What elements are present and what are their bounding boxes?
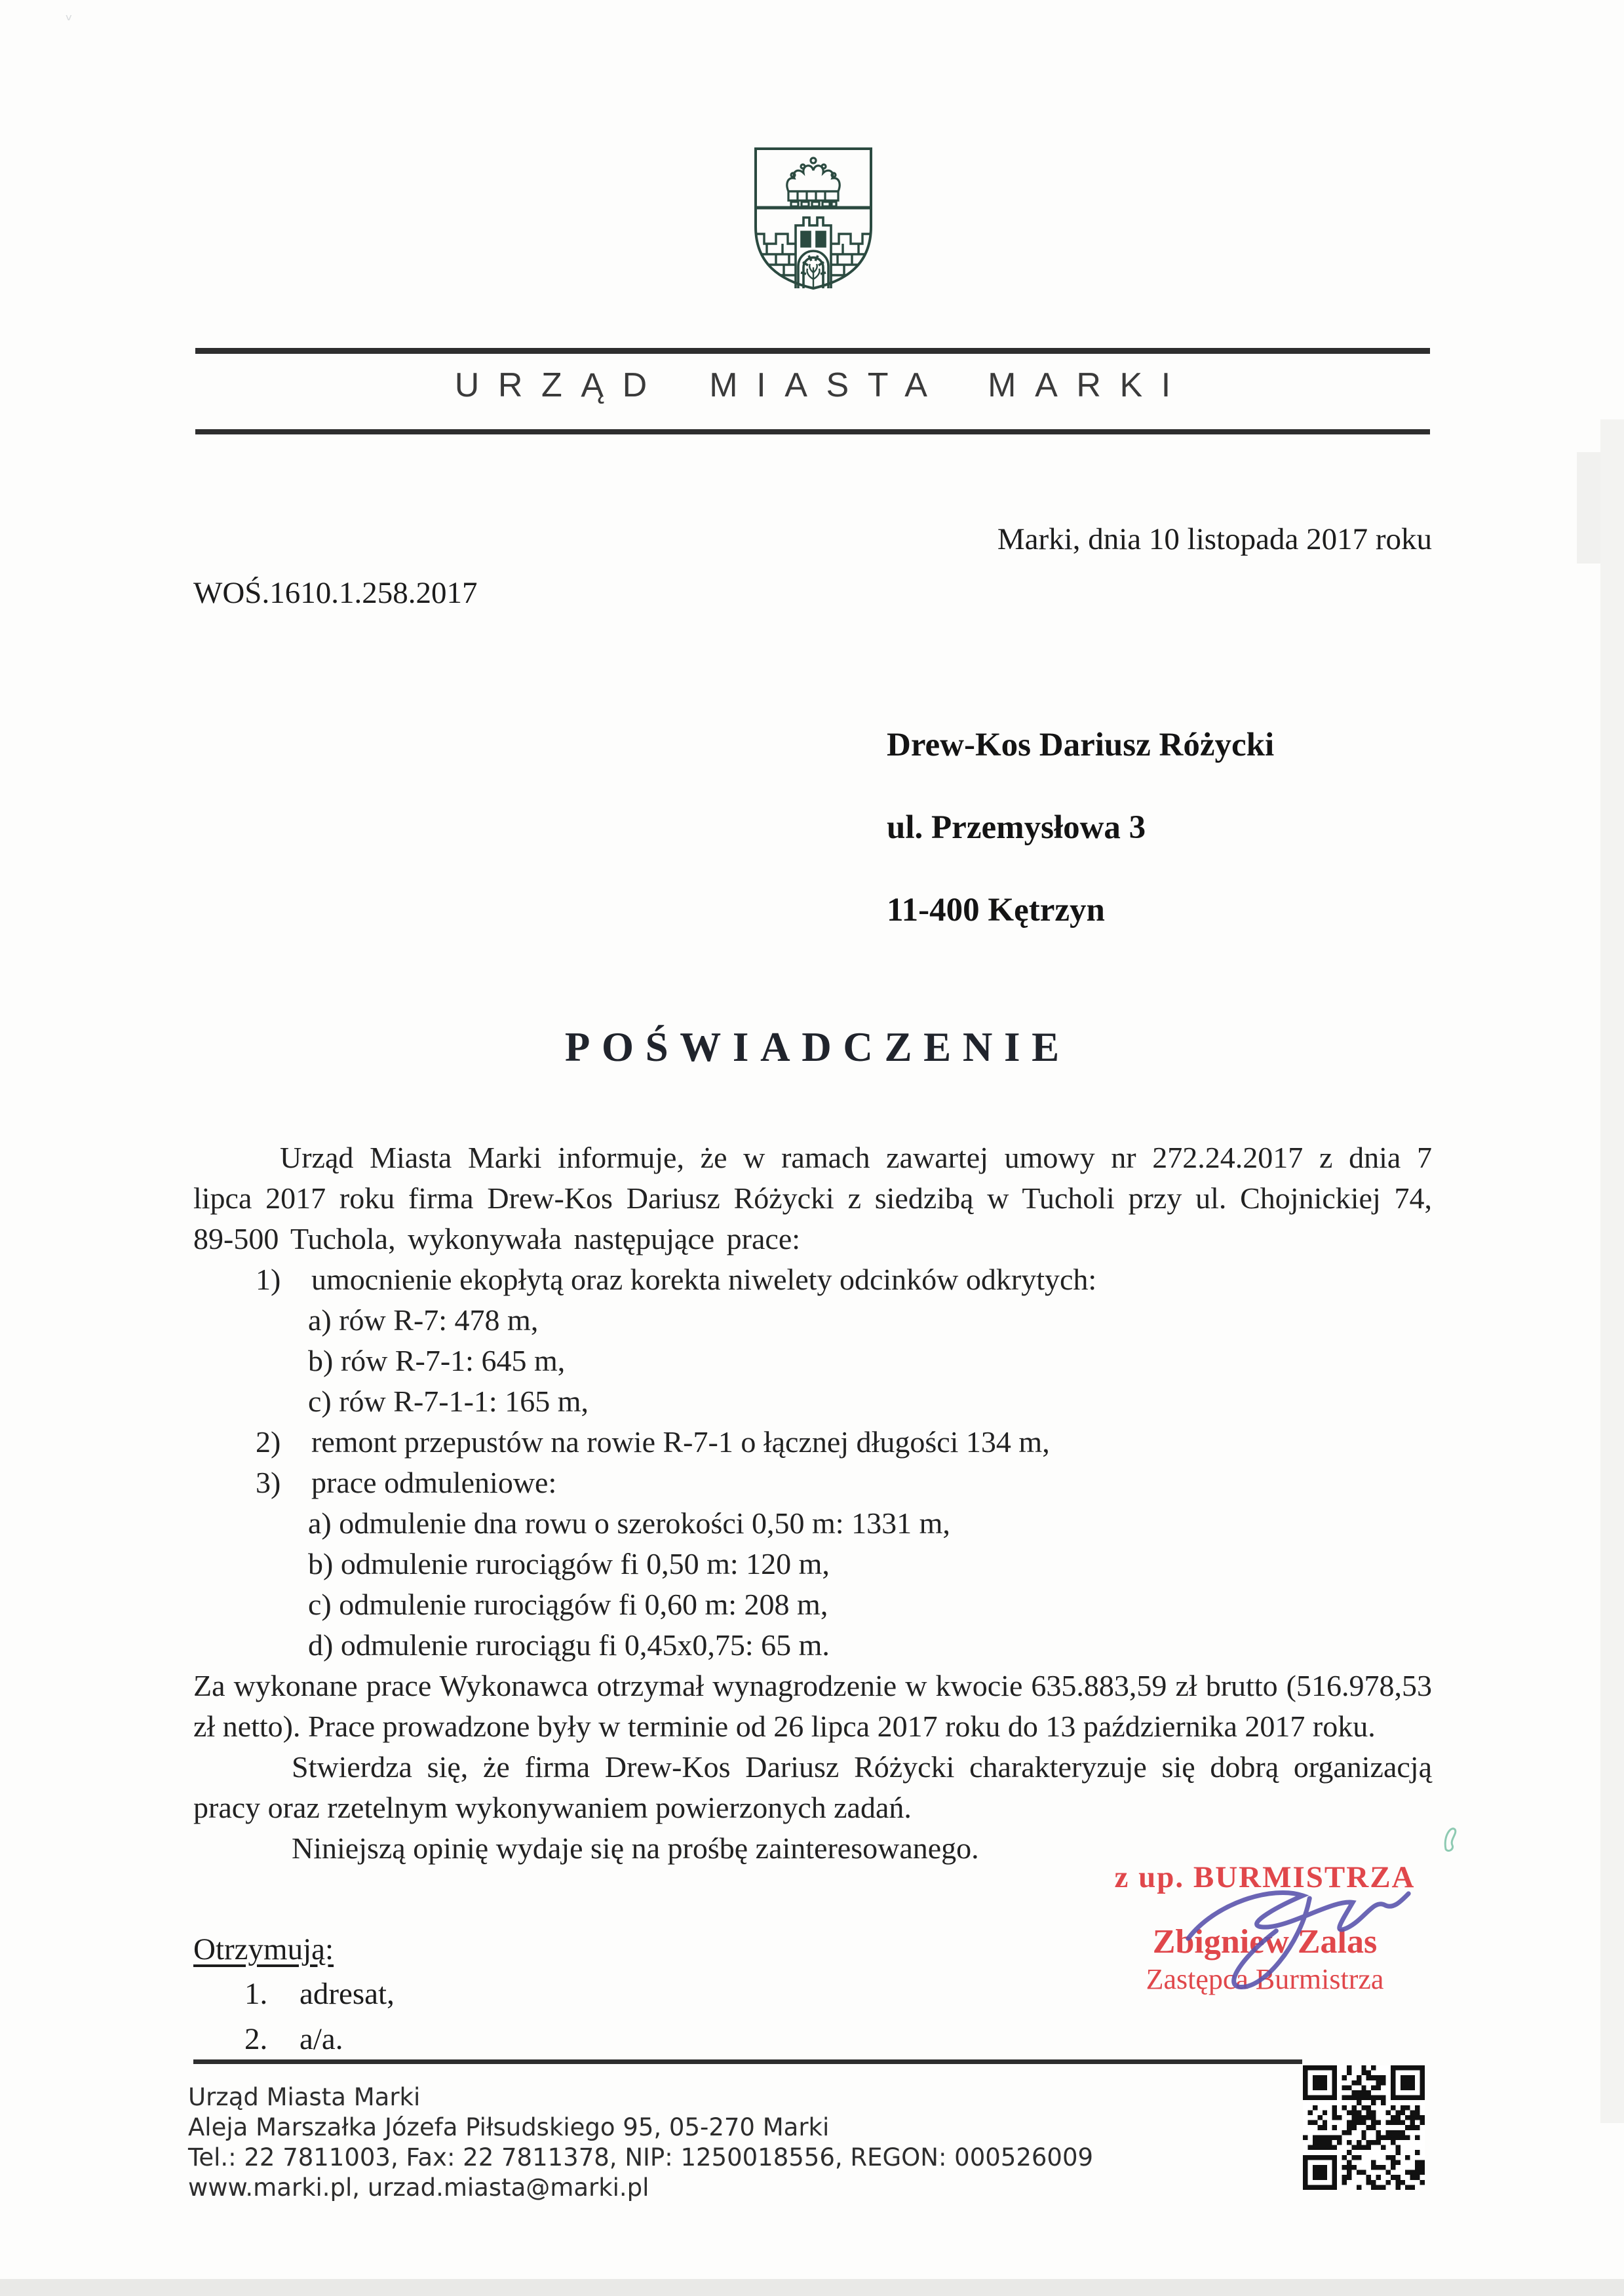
footer-address: Aleja Marszałka Józefa Piłsudskiego 95, 05-270 Marki (188, 2113, 830, 2141)
letterhead-rule-top (195, 348, 1430, 354)
scan-speck: ᵥ (66, 5, 73, 25)
scan-edge-bottom (0, 2279, 1624, 2296)
letterhead-rule-bottom (195, 429, 1430, 434)
footer-block (188, 2082, 1093, 2203)
list-item-number: 1) (256, 1263, 281, 1296)
footer-rule (193, 2059, 1302, 2064)
list-item-text: remont przepustów na rowie R-7-1 o łącznej długości 134 m, (311, 1425, 1050, 1459)
distribution-item-number: 2. (244, 2022, 268, 2056)
handwritten-signature (1173, 1853, 1466, 2015)
footer-contact: Tel.: 22 7811003, Fax: 22 7811378, NIP: 1250018556, REGON: 000526009 (188, 2143, 1094, 2172)
distribution-item (244, 2021, 395, 2057)
document-title: POŚWIADCZENIE (564, 1024, 1071, 1070)
footer-web-email: www.marki.pl, urzad.miasta@marki.pl (188, 2173, 649, 2202)
distribution-heading: Otrzymują: (193, 1932, 334, 1966)
distribution-item-text: adresat, (300, 1977, 395, 2011)
stamp-signer-title: Zastępca Burmistrza (1146, 1963, 1384, 1995)
list-item-number: 3) (256, 1466, 281, 1499)
list-item-text: umocnienie ekopłytą oraz korekta niwelety odcinków odkrytych: (311, 1263, 1097, 1296)
reference-number: WOŚ.1610.1.258.2017 (193, 576, 478, 610)
addressee-city: 11-400 Kętrzyn (887, 892, 1105, 928)
marki-coat-of-arms-icon (751, 144, 876, 292)
scan-edge-right (1600, 419, 1624, 2123)
addressee-block (887, 729, 1274, 976)
addressee-name: Drew-Kos Dariusz Różycki (887, 727, 1275, 763)
list-subitem: a) rów R-7: 478 m, (308, 1303, 539, 1337)
qr-code-icon (1303, 2065, 1425, 2190)
footer-org-name: Urząd Miasta Marki (188, 2083, 421, 2111)
list-subitem: c) rów R-7-1-1: 165 m, (308, 1385, 589, 1418)
list-subitem: c) odmulenie rurociągów fi 0,60 m: 208 m, (308, 1588, 828, 1621)
intro-paragraph: Urząd Miasta Marki informuje, że w ramach zawartej umowy nr 272.24.2017 z dnia 7 lipca 2017 roku firma Drew-Kos Dariusz Różycki z siedzibą w Tucholi przy ul. Chojnickiej 74, 89-500 Tuchola, wykonywała następujące prace: (193, 1141, 1432, 1255)
list-item-text: prace odmuleniowe: (311, 1466, 557, 1499)
list-subitem: d) odmulenie rurociągu fi 0,45x0,75: 65 m. (308, 1628, 830, 1662)
payment-paragraph: Za wykonane prace Wykonawca otrzymał wynagrodzenie w kwocie 635.883,59 zł brutto (516.978,53 zł netto). Prace prowadzone były w terminie od 26 lipca 2017 roku do 13 października 2017 roku. (193, 1669, 1432, 1743)
list-item-number: 2) (256, 1425, 281, 1459)
list-subitem: b) rów R-7-1: 645 m, (308, 1344, 566, 1377)
stamp-signer-name: Zbigniew Zalas (1152, 1923, 1378, 1961)
distribution-item-text: a/a. (300, 2022, 343, 2056)
green-ink-smudge (1442, 1824, 1464, 1854)
distribution-item (244, 1976, 395, 2012)
list-item (193, 1259, 1432, 1300)
distribution-item-number: 1. (244, 1977, 268, 2011)
addressee-street: ul. Przemysłowa 3 (887, 809, 1146, 846)
closing-paragraph: Niniejszą opinię wydaje się na prośbę zainteresowanego. (292, 1831, 979, 1865)
opinion-paragraph: Stwierdza się, że firma Drew-Kos Dariusz Różycki charakteryzuje się dobrą organizacją pracy oraz rzetelnym wykonywaniem powierzonych zadań. (193, 1750, 1432, 1824)
place-date-line: Marki, dnia 10 listopada 2017 roku (997, 522, 1432, 556)
list-item (193, 1463, 1432, 1503)
list-item (193, 1422, 1432, 1463)
letterhead-org-name: URZĄD MIASTA MARKI (454, 366, 1189, 404)
distribution-block (193, 1932, 395, 2057)
document-body (193, 1138, 1432, 1869)
stamp-authorization: z up. BURMISTRZA (1114, 1860, 1416, 1894)
list-subitem: b) odmulenie rurociągów fi 0,50 m: 120 m, (308, 1547, 830, 1580)
list-subitem: a) odmulenie dna rowu o szerokości 0,50 m: 1331 m, (308, 1506, 950, 1540)
